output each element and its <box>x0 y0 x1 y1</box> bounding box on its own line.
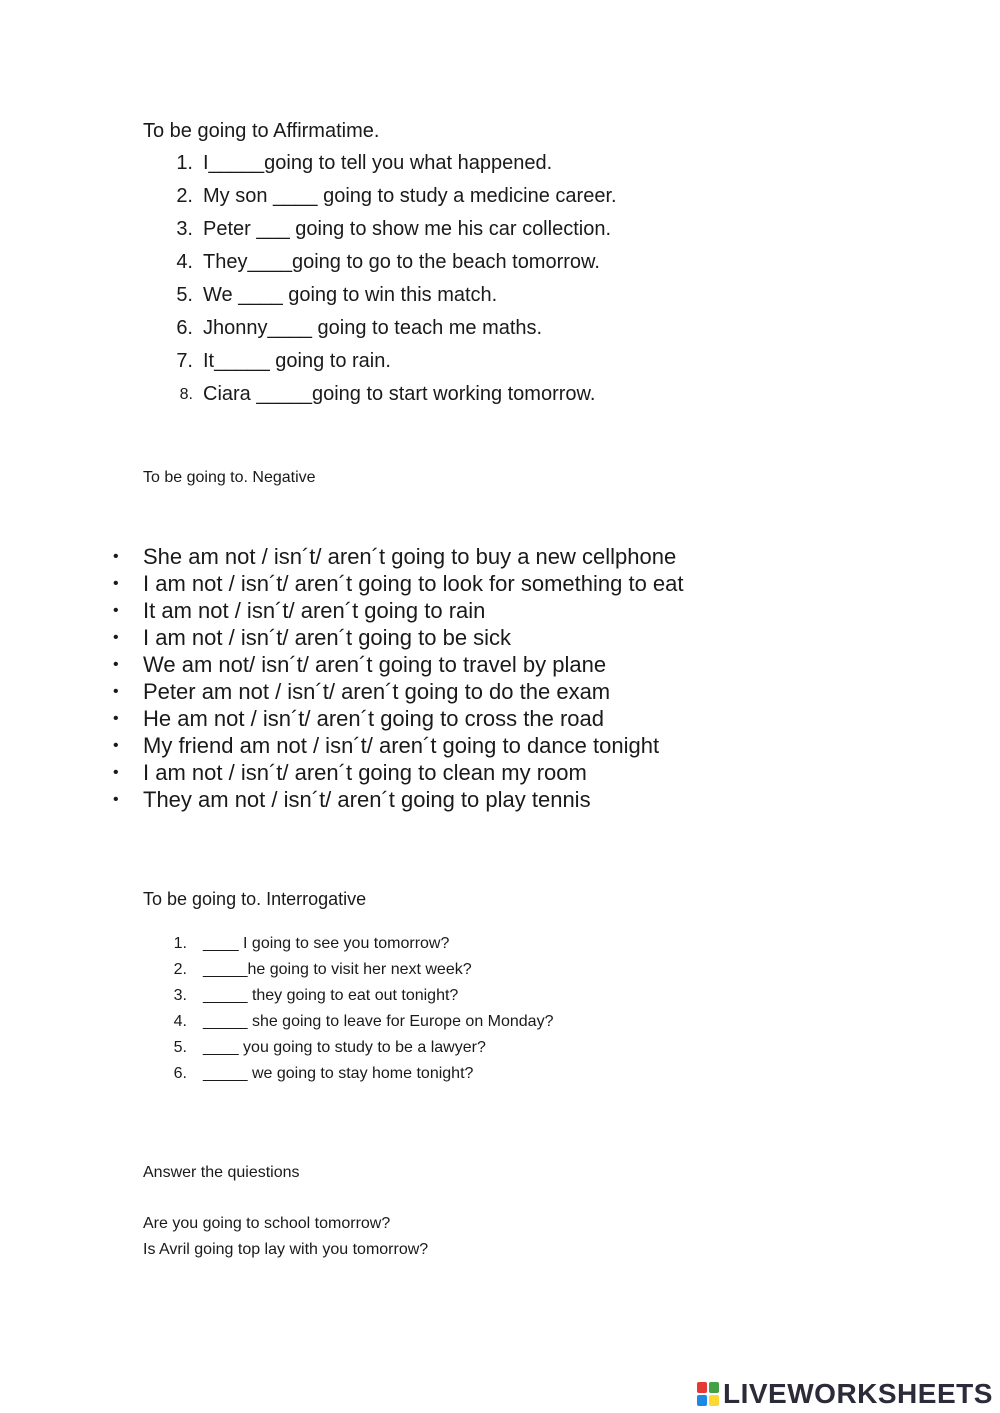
answer-question: Are you going to school tomorrow? <box>143 1215 391 1232</box>
answer-title: Answer the quiestions <box>143 1164 300 1181</box>
item-text: _____ we going to stay home tonight? <box>203 1065 474 1082</box>
item-number: 5. <box>173 1039 187 1056</box>
item-text: Peter am not / isn´t/ aren´t going to do the exam <box>143 679 611 704</box>
item-text: I am not / isn´t/ aren´t going to clean my room <box>143 760 587 785</box>
item-text: ____ I going to see you tomorrow? <box>203 935 450 952</box>
item-number: 7. <box>176 350 193 372</box>
item-text: _____ they going to eat out tonight? <box>203 987 459 1004</box>
item-text: They____going to go to the beach tomorrow. <box>203 251 600 273</box>
item-text: She am not / isn´t/ aren´t going to buy a new cellphone <box>143 544 677 569</box>
item-text: Jhonny____ going to teach me maths. <box>203 317 543 339</box>
bullet-icon: • <box>113 710 119 727</box>
item-text: It am not / isn´t/ aren´t going to rain <box>143 598 486 623</box>
item-number: 1. <box>176 152 193 174</box>
item-text: ____ you going to study to be a lawyer? <box>203 1039 486 1056</box>
item-text: _____he going to visit her next week? <box>203 961 472 978</box>
item-number: 6. <box>176 317 193 339</box>
bullet-icon: • <box>113 683 119 700</box>
item-text: It_____ going to rain. <box>203 350 391 372</box>
item-number: 3. <box>176 218 193 240</box>
item-text: I_____going to tell you what happened. <box>203 152 553 174</box>
liveworksheets-logo <box>697 1378 993 1410</box>
item-number: 2. <box>176 185 193 207</box>
item-text: Peter ___ going to show me his car collection. <box>203 218 611 240</box>
item-text: I am not / isn´t/ aren´t going to be sick <box>143 625 512 650</box>
bullet-icon: • <box>113 656 119 673</box>
item-text: We ____ going to win this match. <box>203 284 498 306</box>
answer-question: Is Avril going top lay with you tomorrow? <box>143 1241 429 1258</box>
bullet-icon: • <box>113 791 119 808</box>
logo-text: LIVEWORKSHEETS <box>723 1378 993 1409</box>
item-text: They am not / isn´t/ aren´t going to play tennis <box>143 787 591 812</box>
item-text: He am not / isn´t/ aren´t going to cross the road <box>143 706 605 731</box>
bullet-icon: • <box>113 764 119 781</box>
item-number: 6. <box>173 1065 187 1082</box>
affirmative-title: To be going to Affirmatime. <box>143 120 380 142</box>
item-number: 4. <box>176 251 193 273</box>
item-number: 1. <box>173 935 187 952</box>
item-number: 8. <box>179 386 193 403</box>
item-number: 4. <box>173 1013 187 1030</box>
logo-mark-icon <box>697 1382 719 1406</box>
bullet-icon: • <box>113 629 119 646</box>
bullet-icon: • <box>113 602 119 619</box>
bullet-icon: • <box>113 548 119 565</box>
item-text: We am not/ isn´t/ aren´t going to travel by plane <box>143 652 607 677</box>
bullet-icon: • <box>113 737 119 754</box>
item-number: 5. <box>176 284 193 306</box>
bullet-icon: • <box>113 575 119 592</box>
negative-title: To be going to. Negative <box>143 469 316 486</box>
item-number: 3. <box>173 987 187 1004</box>
interrogative-title: To be going to. Interrogative <box>143 889 367 909</box>
item-number: 2. <box>173 961 187 978</box>
item-text: Ciara _____going to start working tomorrow. <box>203 383 596 405</box>
item-text: I am not / isn´t/ aren´t going to look for something to eat <box>143 571 684 596</box>
item-text: My friend am not / isn´t/ aren´t going to dance tonight <box>143 733 660 758</box>
item-text: _____ she going to leave for Europe on Monday? <box>203 1013 554 1030</box>
item-text: My son ____ going to study a medicine career. <box>203 185 617 207</box>
